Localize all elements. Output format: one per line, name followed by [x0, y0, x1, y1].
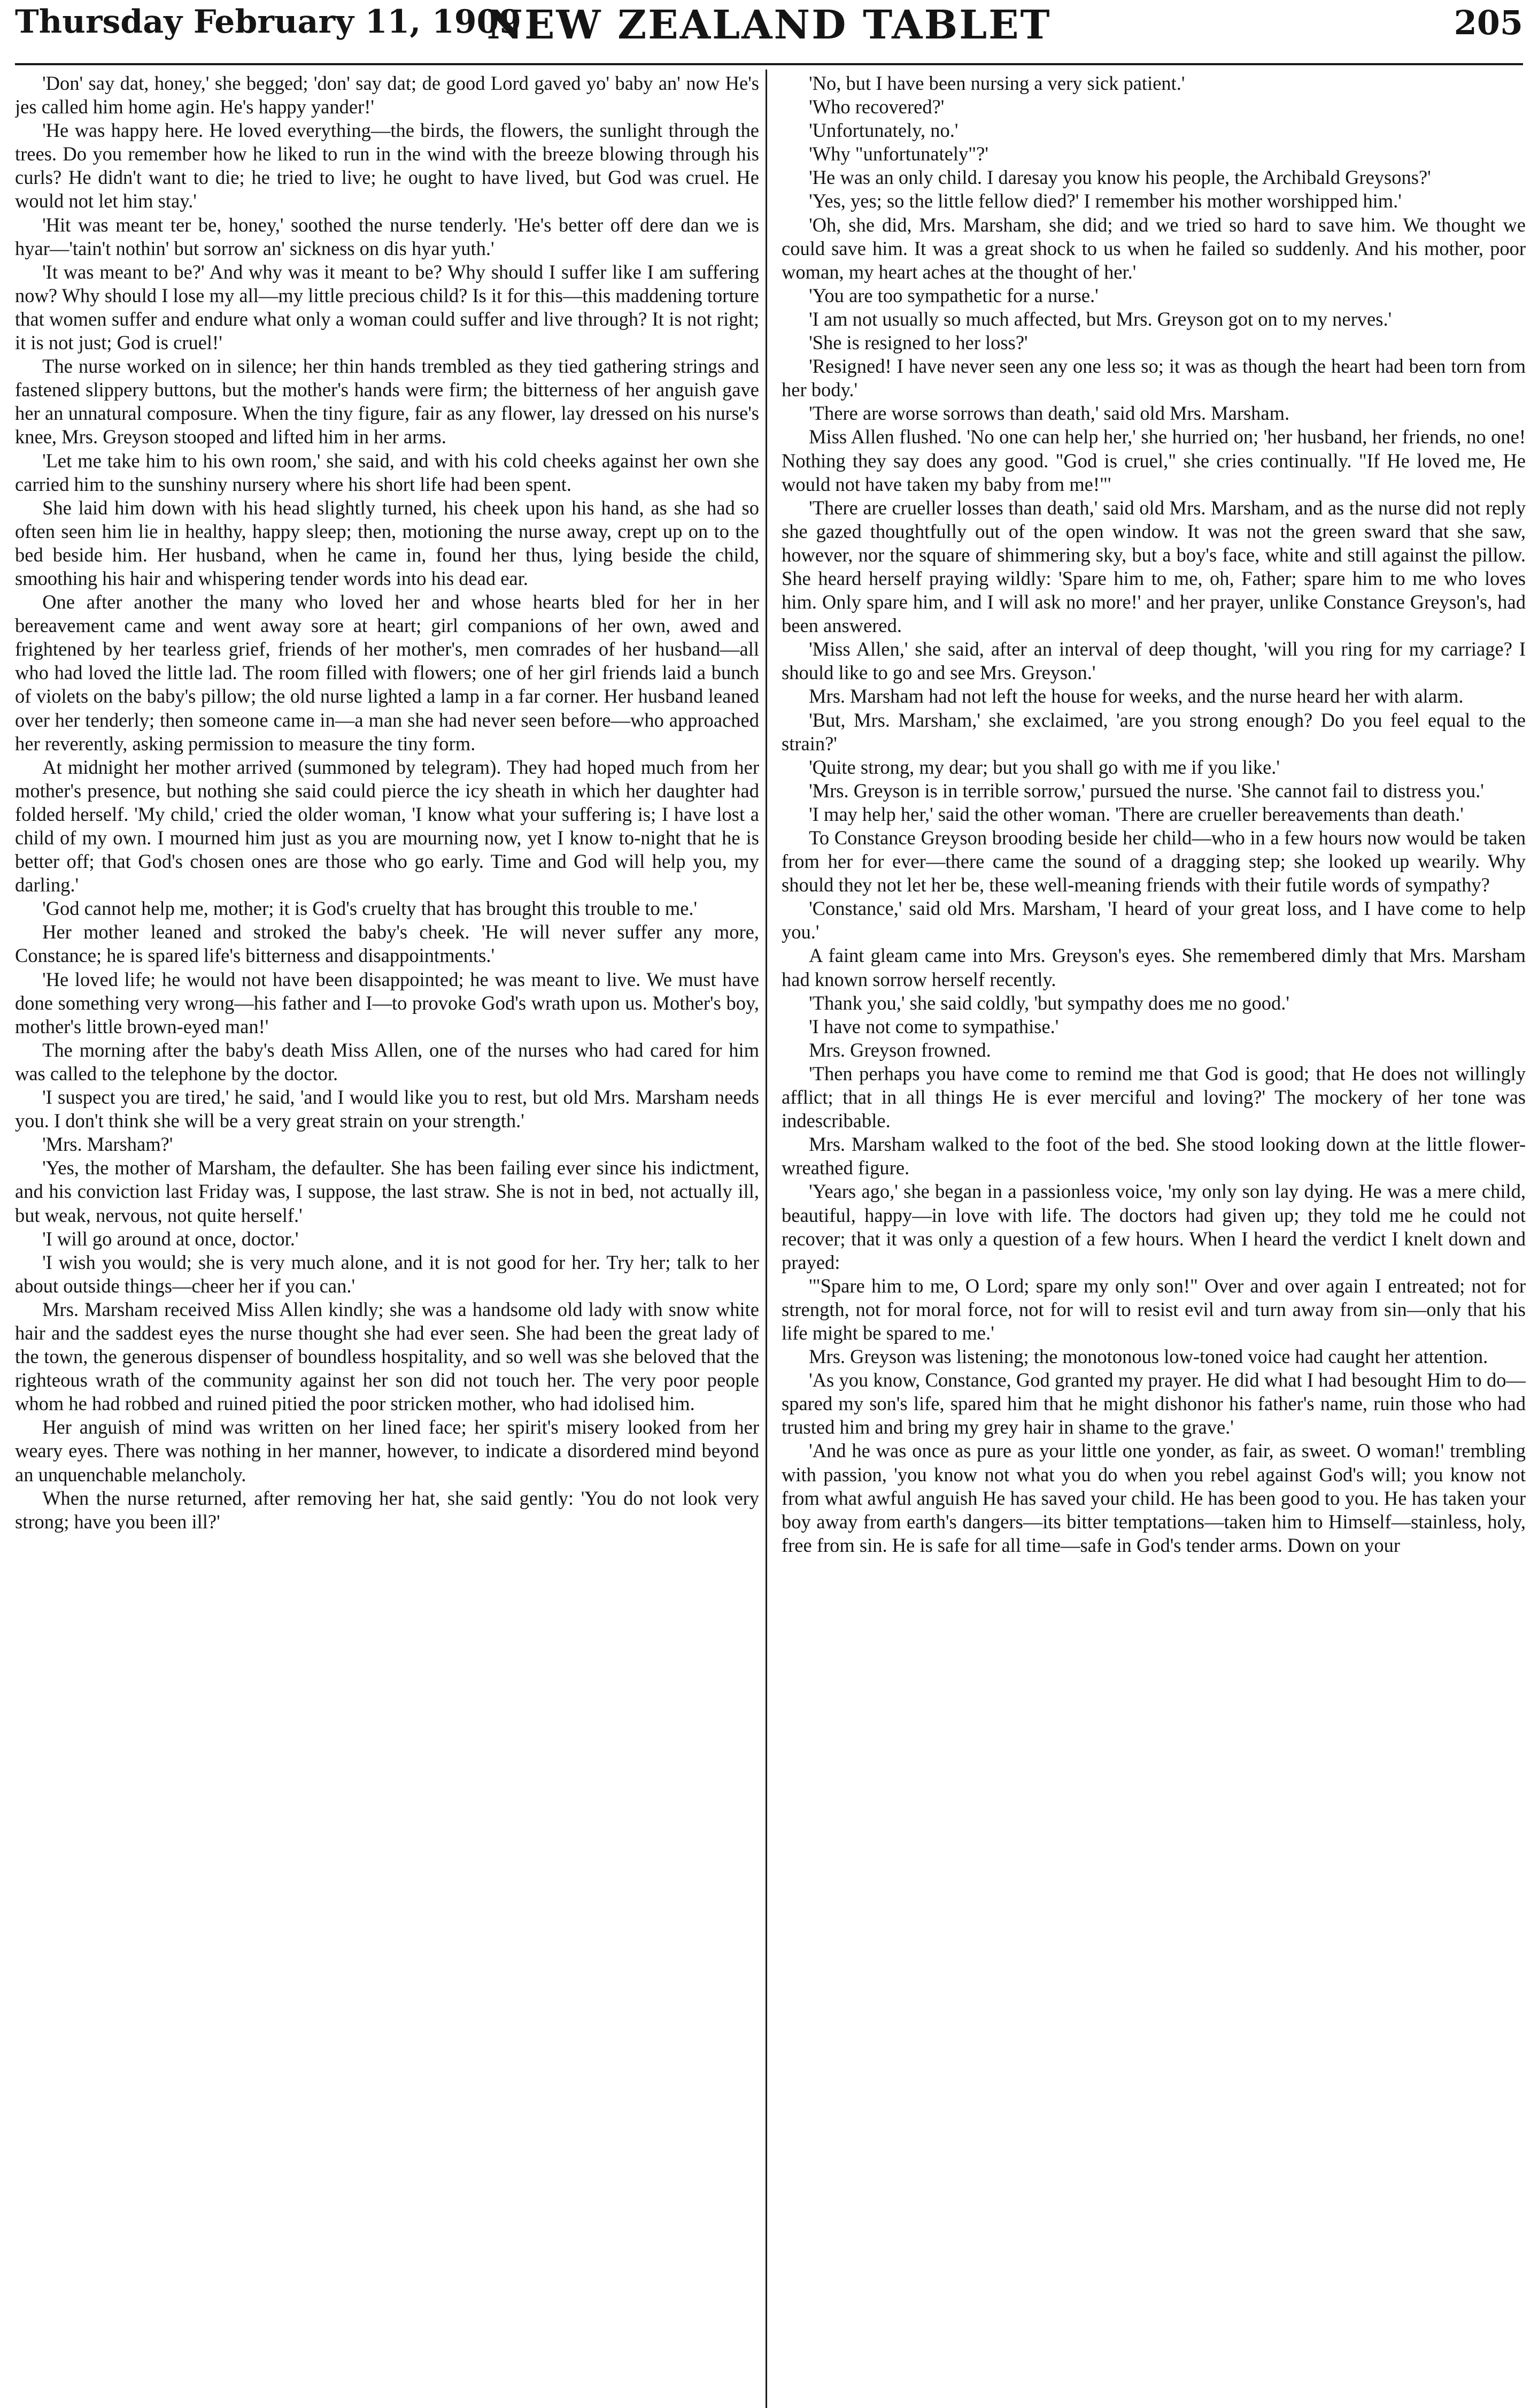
- paragraph: 'And he was once as pure as your little one yonder, as fair, as sweet. O woman!' trembling with passion, 'you know not what you do when you rebel against God's will; you know not from what awful anguish He has saved your child. He has been good to you. He has taken your boy away from earth's dangers—its bitter temptations—taken him to Himself—stainless, holy, free from sin. He is safe for all time—safe in God's tender arms. Down on your: [782, 1440, 1526, 1556]
- left-column: [15, 72, 759, 2403]
- paragraph: 'Oh, she did, Mrs. Marsham, she did; and we tried so hard to save him. We thought we could save him. It was a great shock to us when he failed so suddenly. And his mother, poor woman, my heart aches at the thought of her.': [782, 213, 1526, 283]
- paragraph: 'I wish you would; she is very much alone, and it is not good for her. Try her; talk to her about outside things—cheer her if you can.': [15, 1251, 759, 1297]
- paragraph: 'Years ago,' she began in a passionless voice, 'my only son lay dying. He was a mere child, beautiful, happy—in love with life. The doctors had given up; they told me he could not recover; that it was only a question of a few hours. When I heard the verdict I knelt down and prayed:: [782, 1180, 1526, 1273]
- paragraph: Mrs. Marsham received Miss Allen kindly; she was a handsome old lady with snow white hair and the saddest eyes the nurse thought she had ever seen. She had been the great lady of the town, the generous dispenser of boundless hospitality, and so well was she beloved that the righteous wrath of the community against her son did not touch her. The very poor people whom he had robbed and ruined pitied the poor stricken mother, who had idolised him.: [15, 1298, 759, 1415]
- page-number: 205: [1454, 3, 1523, 42]
- paragraph: 'There are crueller losses than death,' said old Mrs. Marsham, and as the nurse did not reply she gazed thoughtfully out of the open window. It was not the green sward that she saw, however, nor the square of shimmering sky, but a boy's face, white and still against the pillow. She heard herself praying wildly: 'Spare him to me, oh, Father; spare him to me who loves him. Only spare him, and I will ask no more!' and her prayer, unlike Constance Greyson's, had been answered.: [782, 496, 1526, 637]
- paragraph: She laid him down with his head slightly turned, his cheek upon his hand, as she had so often seen him lie in healthy, happy sleep; then, motioning the nurse away, crept up on to the bed beside him. Her husband, when he came in, found her thus, lying beside the child, smoothing his hair and whispering tender words into his dead ear.: [15, 496, 759, 589]
- page-header: [15, 0, 1523, 65]
- paragraph: 'But, Mrs. Marsham,' she exclaimed, 'are you strong enough? Do you feel equal to the strain?': [782, 709, 1526, 755]
- paragraph: 'Yes, yes; so the little fellow died?' I remember his mother worshipped him.': [809, 190, 1402, 212]
- paragraph: The morning after the baby's death Miss Allen, one of the nurses who had cared for him was called to the telephone by the doctor.: [15, 1038, 759, 1084]
- paragraph: 'Mrs. Greyson is in terrible sorrow,' pursued the nurse. 'She cannot fail to distress you.': [809, 779, 1484, 802]
- paragraph: 'As you know, Constance, God granted my prayer. He did what I had besought Him to do—spared my son's life, spared him that he might dishonor his father's name, ruin those who had trusted him and bring my grey hair in shame to the grave.': [782, 1369, 1526, 1438]
- paragraph: Miss Allen flushed. 'No one can help her,' she hurried on; 'her husband, her friends, no one! Nothing they say does any good. "God is cruel," she cries continually. "If He loved me, He would not have taken my baby from me!"': [782, 426, 1526, 495]
- paragraph: 'There are worse sorrows than death,' said old Mrs. Marsham.: [809, 402, 1290, 425]
- paragraph: 'Unfortunately, no.': [809, 119, 959, 142]
- paragraph: 'Thank you,' she said coldly, 'but sympathy does me no good.': [809, 991, 1289, 1014]
- paragraph: A faint gleam came into Mrs. Greyson's eyes. She remembered dimly that Mrs. Marsham had known sorrow herself recently.: [782, 944, 1526, 990]
- paragraph: 'Yes, the mother of Marsham, the defaulter. She has been failing ever since his indictment, and his conviction last Friday was, I suppose, the last straw. She is not in bed, not actually ill, but weak, nervous, not quite herself.': [15, 1157, 759, 1226]
- paragraph: 'Hit was meant ter be, honey,' soothed the nurse tenderly. 'He's better off dere dan we is hyar—'tain't nothin' but sorrow an' sickness on dis hyar yuth.': [15, 213, 759, 259]
- paragraph: 'Don' say dat, honey,' she begged; 'don' say dat; de good Lord gaved yo' baby an' now He's jes called him home agin. He's happy yander!': [15, 72, 759, 118]
- paragraph: One after another the many who loved her and whose hearts bled for her in her bereavement came and went away sore at heart; girl companions of her own, awed and frightened by her tearless grief, friends of her mother's, men comrades of her husband—all who had loved the little lad. The room filled with flowers; one of her girl friends laid a bunch of violets on the baby's pillow; the old nurse lighted a lamp in a far corner. Her husband leaned over her tenderly; then someone came in—a man she had never seen before—who approached her reverently, asking permission to measure the tiny form.: [15, 591, 759, 755]
- paragraph: 'I have not come to sympathise.': [809, 1015, 1059, 1037]
- paragraph: When the nurse returned, after removing her hat, she said gently: 'You do not look very strong; have you been ill?': [15, 1487, 759, 1533]
- paragraph: Mrs. Marsham walked to the foot of the bed. She stood looking down at the little flower-wreathed figure.: [782, 1133, 1526, 1179]
- paragraph: 'No, but I have been nursing a very sick patient.': [809, 72, 1185, 94]
- paragraph: To Constance Greyson brooding beside her child—who in a few hours now would be taken from her for ever—there came the sound of a dragging step; she looked up wearily. Why should they not let her be, these well-meaning friends with their futile words of sympathy?: [782, 827, 1526, 896]
- paragraph: 'He was happy here. He loved everything—the birds, the flowers, the sunlight through the trees. Do you remember how he liked to run in the wind with the breeze blowing through his curls? He didn't want to die; he tried to live; he ought to have lived, but God was cruel. He would not let him stay.': [15, 119, 759, 212]
- masthead-title: NEW ZEALAND TABLET: [486, 2, 1052, 48]
- paragraph: 'She is resigned to her loss?': [809, 332, 1028, 354]
- paragraph: Mrs. Marsham had not left the house for weeks, and the nurse heard her with alarm.: [809, 685, 1464, 707]
- paragraph: At midnight her mother arrived (summoned by telegram). They had hoped much from her mother's presence, but nothing she said could pierce the icy sheath in which her daughter had folded herself. 'My child,' cried the older woman, 'I know what your suffering is; I have lost a child of my own. I mourned him just as you are mourning now, yet I know to-night that he is better off; that God's chosen ones are those who go early. Time and God will help you, my darling.': [15, 756, 759, 896]
- paragraph: 'I suspect you are tired,' he said, 'and I would like you to rest, but old Mrs. Marsham needs you. I don't think she will be a very great strain on your strength.': [15, 1086, 759, 1132]
- column-divider: [766, 70, 767, 2408]
- paragraph: 'Resigned! I have never seen any one less so; it was as though the heart had been torn from her body.': [782, 355, 1526, 401]
- paragraph: Mrs. Greyson was listening; the monotonous low-toned voice had caught her attention.: [809, 1345, 1488, 1368]
- paragraph: Her anguish of mind was written on her lined face; her spirit's misery looked from her weary eyes. There was nothing in her manner, however, to indicate a disordered mind beyond an unquenchable melancholy.: [15, 1416, 759, 1486]
- paragraph: 'God cannot help me, mother; it is God's cruelty that has brought this trouble to me.': [42, 897, 698, 920]
- issue-date: Thursday February 11, 1909: [15, 3, 522, 41]
- paragraph: '"Spare him to me, O Lord; spare my only son!" Over and over again I entreated; not for strength, not for moral force, not for will to resist evil and turn away from sin—only that his life might be spared to me.': [782, 1274, 1526, 1344]
- paragraph: 'Quite strong, my dear; but you shall go with me if you like.': [809, 756, 1280, 778]
- paragraph: 'I will go around at once, doctor.': [42, 1227, 299, 1250]
- paragraph: 'He was an only child. I daresay you know his people, the Archibald Greysons?': [809, 166, 1431, 189]
- paragraph: 'Let me take him to his own room,' she said, and with his cold cheeks against her own she carried him to the sunshiny nursery where his short life had been spent.: [15, 449, 759, 495]
- right-column: [782, 72, 1526, 2403]
- paragraph: Her mother leaned and stroked the baby's cheek. 'He will never suffer any more, Constance; he is spared life's bitterness and disappointments.': [15, 921, 759, 967]
- paragraph: 'Why "unfortunately"?': [809, 143, 988, 165]
- paragraph: 'You are too sympathetic for a nurse.': [809, 284, 1099, 306]
- paragraph: 'Who recovered?': [809, 96, 945, 118]
- paragraph: The nurse worked on in silence; her thin hands trembled as they tied gathering strings and fastened slippery buttons, but the mother's hands were firm; the bitterness of her anguish gave her an unnatural composure. When the tiny figure, fair as any flower, lay dressed on his nurse's knee, Mrs. Greyson stooped and lifted him in her arms.: [15, 355, 759, 448]
- paragraph: 'It was meant to be?' And why was it meant to be? Why should I suffer like I am suffering now? Why should I lose my all—my little precious child? Is it for this—this maddening torture that women suffer and endure what only a woman could suffer and live through? It is not right; it is not just; God is cruel!': [15, 260, 759, 354]
- paragraph: 'I am not usually so much affected, but Mrs. Greyson got on to my nerves.': [809, 307, 1392, 330]
- paragraph: Mrs. Greyson frowned.: [809, 1038, 991, 1061]
- paragraph: 'Constance,' said old Mrs. Marsham, 'I heard of your great loss, and I have come to help you.': [782, 897, 1526, 943]
- paragraph: 'I may help her,' said the other woman. 'There are crueller bereavements than death.': [809, 803, 1464, 825]
- paragraph: 'He loved life; he would not have been disappointed; he was meant to live. We must have done something very wrong—his father and I—to provoke God's wrath upon us. Mother's boy, mother's little brown-eyed man!': [15, 968, 759, 1037]
- paragraph: 'Then perhaps you have come to remind me that God is good; that He does not willingly afflict; that in all things He is ever merciful and loving?' The mockery of her tone was indescribable.: [782, 1062, 1526, 1132]
- paragraph: 'Mrs. Marsham?': [42, 1133, 173, 1156]
- paragraph: 'Miss Allen,' she said, after an interval of deep thought, 'will you ring for my carriage? I should like to go and see Mrs. Greyson.': [782, 638, 1526, 684]
